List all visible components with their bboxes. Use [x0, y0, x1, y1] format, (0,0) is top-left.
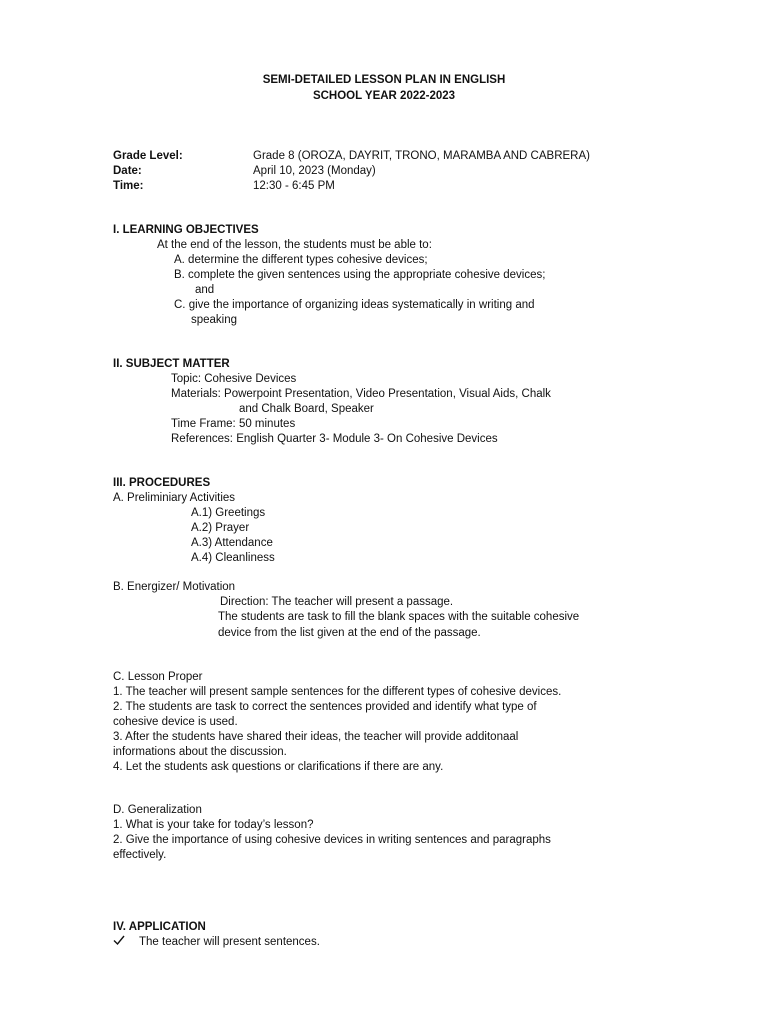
objective-b-continued: and: [195, 284, 215, 296]
checkmark-icon: [113, 934, 125, 946]
time-label: Time:: [113, 180, 144, 192]
lesson-step-1: 1. The teacher will present sample sentences for the different types of cohesive devices.: [113, 686, 562, 698]
generalization-question-2-continued: effectively.: [113, 849, 167, 861]
objectives-heading: I. LEARNING OBJECTIVES: [113, 224, 259, 236]
energizer-direction: Direction: The teacher will present a passage.: [220, 596, 454, 608]
activity-attendance: A.3) Attendance: [191, 537, 273, 549]
generalization-question-2: 2. Give the importance of using cohesive devices in writing sentences and paragraphs: [113, 834, 551, 846]
objective-c-continued: speaking: [191, 314, 238, 326]
objectives-intro: At the end of the lesson, the students must be able to:: [157, 239, 432, 251]
lesson-proper-heading: C. Lesson Proper: [113, 671, 203, 683]
preliminary-activities: A. Preliminiary Activities: [113, 492, 236, 504]
application-item: The teacher will present sentences.: [139, 936, 320, 948]
subject-time-frame: Time Frame: 50 minutes: [171, 418, 296, 430]
subject-topic: Topic: Cohesive Devices: [171, 373, 297, 385]
lesson-step-4: 4. Let the students ask questions or clarifications if there are any.: [113, 761, 444, 773]
objective-c: C. give the importance of organizing ideas systematically in writing and: [174, 299, 535, 311]
date-label: Date:: [113, 165, 142, 177]
grade-level-value: Grade 8 (OROZA, DAYRIT, TRONO, MARAMBA AND CABRERA): [253, 150, 590, 162]
objective-a: A. determine the different types cohesive devices;: [174, 254, 428, 266]
activity-cleanliness: A.4) Cleanliness: [191, 552, 275, 564]
activity-prayer: A.2) Prayer: [191, 522, 250, 534]
subject-matter-heading: II. SUBJECT MATTER: [113, 358, 230, 370]
lesson-step-3: 3. After the students have shared their ideas, the teacher will provide additonaal: [113, 731, 519, 743]
lesson-step-2-continued: cohesive device is used.: [113, 716, 238, 728]
generalization-heading: D. Generalization: [113, 804, 202, 816]
time-value: 12:30 - 6:45 PM: [253, 180, 335, 192]
activity-greetings: A.1) Greetings: [191, 507, 266, 519]
school-year: SCHOOL YEAR 2022-2023: [312, 90, 456, 102]
energizer-heading: B. Energizer/ Motivation: [113, 581, 236, 593]
objective-b: B. complete the given sentences using the appropriate cohesive devices;: [174, 269, 546, 281]
generalization-question-1: 1. What is your take for today’s lesson?: [113, 819, 314, 831]
grade-level-label: Grade Level:: [113, 150, 183, 162]
subject-materials: Materials: Powerpoint Presentation, Video Presentation, Visual Aids, Chalk: [171, 388, 551, 400]
energizer-text-1: The students are task to fill the blank spaces with the suitable cohesive: [218, 611, 580, 623]
application-heading: IV. APPLICATION: [113, 921, 206, 933]
lesson-step-3-continued: informations about the discussion.: [113, 746, 287, 758]
lesson-step-2: 2. The students are task to correct the sentences provided and identify what type of: [113, 701, 537, 713]
subject-materials-continued: and Chalk Board, Speaker: [239, 403, 374, 415]
document-title: SEMI-DETAILED LESSON PLAN IN ENGLISH: [262, 74, 506, 86]
procedures-heading: III. PROCEDURES: [113, 477, 211, 489]
date-value: April 10, 2023 (Monday): [253, 165, 376, 177]
subject-references: References: English Quarter 3- Module 3- On Cohesive Devices: [171, 433, 498, 445]
energizer-text-2: device from the list given at the end of the passage.: [218, 627, 481, 639]
